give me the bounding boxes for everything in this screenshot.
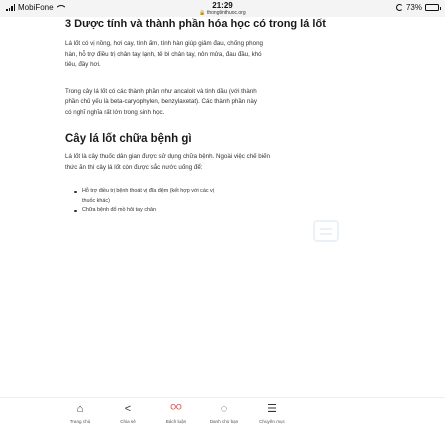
article-paragraph: Trong cây lá lốt có các thành phần như ancaloit và tinh dầu (với thành phần chủ yếu là beta-caryophylen, benzylaxetat). Các thành phần này có nghĩ nghĩa rất lớn trong sinh học.	[65, 87, 257, 116]
carrier-name: MobiFone	[18, 3, 54, 12]
article-heading: 3 Dược tính và thành phần hóa học có trong lá lốt	[65, 18, 326, 30]
bottom-navigation	[0, 397, 445, 445]
nav-label: Chia sẻ	[120, 419, 136, 424]
page-url-text: thongtinthuoc.org	[206, 10, 246, 16]
article-paragraph: Lá lốt có vị nồng, hơi cay, tính ấm, tính hàn giúp giảm đau, chống phong hàn, hỗ trợ điều trị chân tay lạnh, tê bì chân tay, nôn mửa, đau đầu, khó tiêu, đầy hơi.	[65, 40, 263, 68]
nav-label: Bách luận	[165, 419, 187, 424]
nav-label: Danh cho bạn	[209, 419, 239, 424]
menu-icon: ☰	[267, 403, 277, 415]
article-paragraph: Lá lốt là cây thuốc dân gian được sử dụng chữa bệnh. Ngoài việc chế biến thức ăn thì cây lá lốt còn được sắc nước uống để:	[65, 153, 270, 171]
nav-label: Chuyên mục	[259, 419, 285, 424]
rotation-lock-icon	[396, 4, 403, 11]
nav-item-wiki[interactable]	[151, 402, 201, 424]
share-icon: <	[124, 403, 132, 415]
article-content	[65, 17, 340, 397]
list-item: Chữa bệnh đổ mồ hôi tay chân	[73, 206, 223, 216]
nav-item-share[interactable]	[103, 402, 153, 424]
nav-label: Trang chủ	[69, 419, 91, 424]
wiki-icon: ᴼᴼ	[170, 403, 182, 415]
battery-percent: 73%	[405, 3, 422, 12]
home-icon: ⌂	[76, 403, 84, 415]
diseases-icon: ◌	[220, 403, 228, 415]
nav-item-home[interactable]	[55, 402, 105, 424]
menu-watermark-icon	[313, 220, 339, 242]
section-heading: Cây lá lốt chữa bệnh gì	[65, 133, 192, 145]
page-url[interactable]: 🔒 thongtinthuoc.org	[199, 10, 246, 16]
battery-icon	[425, 4, 439, 11]
status-right	[396, 3, 439, 12]
bullet-list	[73, 187, 340, 216]
nav-item-categories[interactable]	[247, 402, 297, 424]
list-item: Hỗ trợ điều trị bệnh thoát vị đĩa đệm (kết hợp với các vị thuốc khác)	[73, 187, 223, 206]
nav-item-diseases[interactable]	[199, 402, 249, 424]
status-time: 21:29	[212, 1, 233, 10]
status-bar	[0, 0, 445, 17]
